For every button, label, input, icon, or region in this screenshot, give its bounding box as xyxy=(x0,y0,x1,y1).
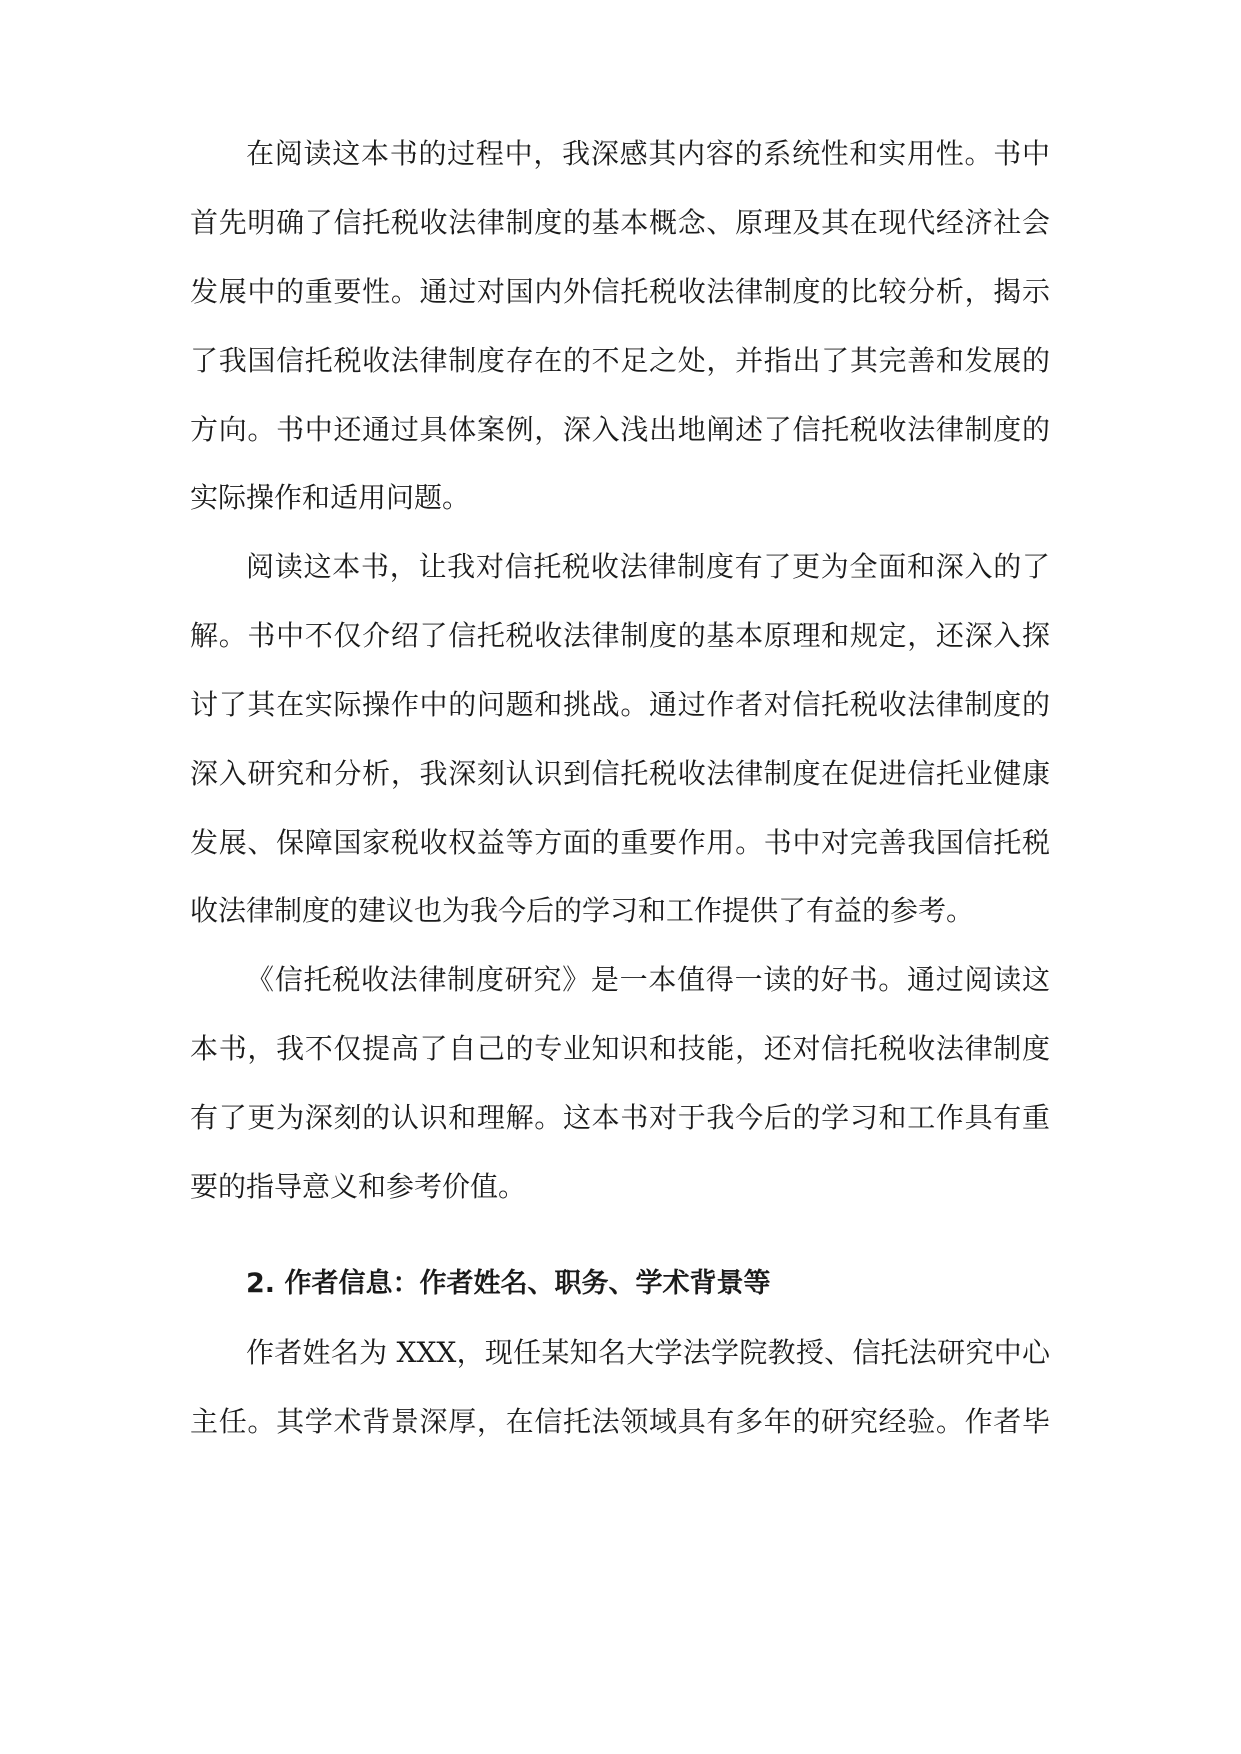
paragraph-line: 《信托税收法律制度研究》是一本值得一读的好书。通过阅读这 xyxy=(246,963,1050,996)
paragraph-line: 作者姓名为 XXX，现任某知名大学法学院教授、信托法研究中心 xyxy=(246,1336,1050,1369)
paragraph-line: 实际操作和适用问题。 xyxy=(190,481,471,514)
paragraph-line: 有了更为深刻的认识和理解。这本书对于我今后的学习和工作具有重 xyxy=(190,1101,1050,1134)
paragraph-line: 了我国信托税收法律制度存在的不足之处，并指出了其完善和发展的 xyxy=(190,344,1050,377)
paragraph-line: 主任。其学术背景深厚，在信托法领域具有多年的研究经验。作者毕 xyxy=(190,1405,1050,1438)
paragraph-line: 在阅读这本书的过程中，我深感其内容的系统性和实用性。书中 xyxy=(246,137,1050,170)
section-heading: 2. 作者信息：作者姓名、职务、学术背景等 xyxy=(246,1268,771,1299)
paragraph-line: 深入研究和分析，我深刻认识到信托税收法律制度在促进信托业健康 xyxy=(190,757,1050,790)
paragraph-line: 发展中的重要性。通过对国内外信托税收法律制度的比较分析，揭示 xyxy=(190,275,1050,308)
paragraph-line: 阅读这本书，让我对信托税收法律制度有了更为全面和深入的了 xyxy=(246,550,1050,583)
paragraph-line: 发展、保障国家税收权益等方面的重要作用。书中对完善我国信托税 xyxy=(190,826,1050,859)
paragraph-line: 方向。书中还通过具体案例，深入浅出地阐述了信托税收法律制度的 xyxy=(190,413,1050,446)
paragraph-line: 要的指导意义和参考价值。 xyxy=(190,1170,527,1203)
paragraph-line: 讨了其在实际操作中的问题和挑战。通过作者对信托税收法律制度的 xyxy=(190,688,1050,721)
paragraph-line: 收法律制度的建议也为我今后的学习和工作提供了有益的参考。 xyxy=(190,894,975,927)
paragraph-line: 本书，我不仅提高了自己的专业知识和技能，还对信托税收法律制度 xyxy=(190,1032,1050,1065)
paragraph-line: 解。书中不仅介绍了信托税收法律制度的基本原理和规定，还深入探 xyxy=(190,619,1050,652)
paragraph-line: 首先明确了信托税收法律制度的基本概念、原理及其在现代经济社会 xyxy=(190,206,1050,239)
